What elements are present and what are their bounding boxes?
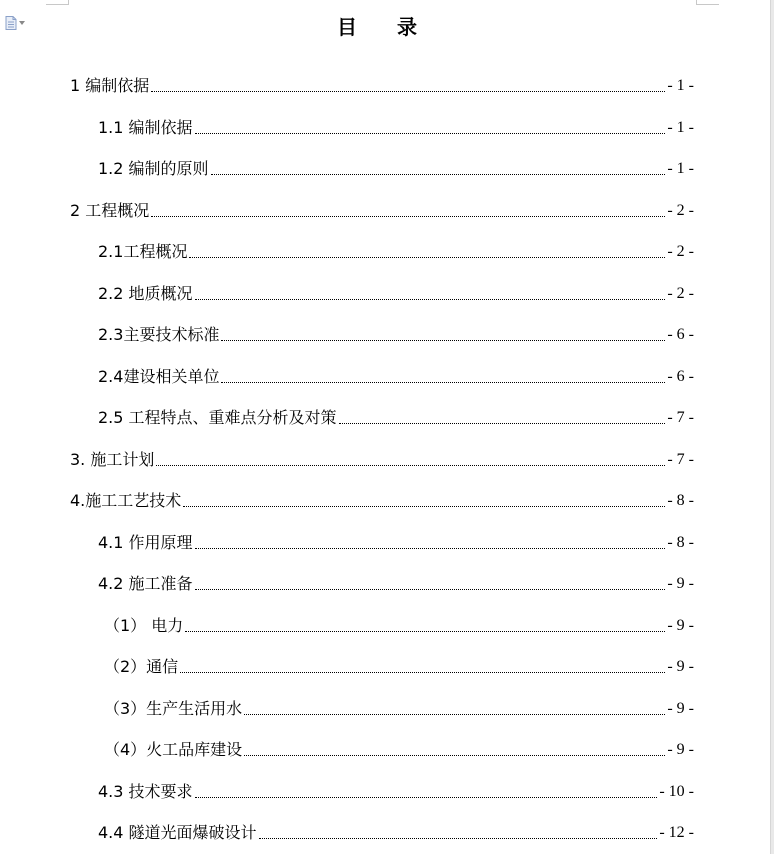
toc-entry-label: 4.3 技术要求 xyxy=(98,782,193,801)
toc-page-number: - 9 - xyxy=(667,617,694,634)
toc-page-number: - 8 - xyxy=(667,534,694,551)
dot-leader xyxy=(195,797,658,798)
toc-page-number: - 7 - xyxy=(667,409,694,426)
toc-page-number: - 2 - xyxy=(667,285,694,302)
toc-entry-label: 2.5 工程特点、重难点分析及对策 xyxy=(98,408,337,427)
dot-leader xyxy=(259,838,658,839)
dot-leader xyxy=(185,631,665,632)
toc-page-number: - 2 - xyxy=(667,243,694,260)
toc-page-number: - 8 - xyxy=(667,492,694,509)
toc-entry-label: 1.1 编制依据 xyxy=(98,118,193,137)
toc-entry-label: 1.2 编制的原则 xyxy=(98,159,209,178)
dot-leader xyxy=(180,672,665,673)
dot-leader xyxy=(151,216,665,217)
toc-page-number: - 9 - xyxy=(667,658,694,675)
toc-page-number: - 1 - xyxy=(667,77,694,94)
dot-leader xyxy=(221,382,665,383)
dot-leader xyxy=(244,714,665,715)
toc-entry-label: （2）通信 xyxy=(104,657,179,676)
toc-entry-label: 4.2 施工准备 xyxy=(98,574,193,593)
toc-entry-label: （1） 电力 xyxy=(104,616,184,635)
toc-entry-label: 2.2 地质概况 xyxy=(98,284,193,303)
toc-page-number: - 1 - xyxy=(667,160,694,177)
dot-leader xyxy=(189,257,665,258)
toc-entry-label: 2 工程概况 xyxy=(70,201,150,220)
toc-entry[interactable] xyxy=(0,653,694,677)
dot-leader xyxy=(339,423,666,424)
toc-entry-label: 2.1工程概况 xyxy=(98,242,188,261)
toc-page-number: - 7 - xyxy=(667,451,694,468)
dot-leader xyxy=(156,465,665,466)
toc-entry[interactable] xyxy=(0,819,694,843)
toc-entry[interactable] xyxy=(0,736,694,760)
toc-entry-label: 2.4建设相关单位 xyxy=(98,367,220,386)
toc-page-number: - 9 - xyxy=(667,700,694,717)
toc-title: 目录 xyxy=(337,15,457,39)
toc-entry[interactable] xyxy=(0,155,694,179)
toc-entry[interactable] xyxy=(0,363,694,387)
toc-entry[interactable] xyxy=(0,280,694,304)
toc-entry[interactable] xyxy=(0,404,694,428)
toc-entry[interactable] xyxy=(0,446,694,470)
dot-leader xyxy=(244,755,665,756)
window-edge xyxy=(770,0,774,854)
toc-entry[interactable] xyxy=(0,487,694,511)
toc-entry-label: 4.1 作用原理 xyxy=(98,533,193,552)
dot-leader xyxy=(195,589,666,590)
toc-entry-label: （3）生产生活用水 xyxy=(104,699,243,718)
toc-page-number: - 9 - xyxy=(667,741,694,758)
toc-page-number: - 9 - xyxy=(667,575,694,592)
dot-leader xyxy=(195,548,666,549)
toc-page-number: - 10 - xyxy=(659,783,694,800)
toc-page-number: - 12 - xyxy=(659,824,694,841)
toc-page-number: - 1 - xyxy=(667,119,694,136)
toc-entry[interactable] xyxy=(0,695,694,719)
toc-entry[interactable] xyxy=(0,778,694,802)
toc-entry[interactable] xyxy=(0,529,694,553)
margin-corner-mark xyxy=(696,0,719,5)
toc-entry[interactable] xyxy=(0,114,694,138)
dot-leader xyxy=(221,340,665,341)
margin-corner-mark xyxy=(46,0,69,5)
toc-page-number: - 6 - xyxy=(667,368,694,385)
toc-entry-label: 3. 施工计划 xyxy=(70,450,155,469)
toc-page-number: - 6 - xyxy=(667,326,694,343)
toc-entry-label: 1 编制依据 xyxy=(70,76,150,95)
dot-leader xyxy=(151,91,665,92)
dot-leader xyxy=(195,299,666,300)
toc-entry[interactable] xyxy=(0,72,694,96)
toc-entry-label: 4.4 隧道光面爆破设计 xyxy=(98,823,257,842)
toc-entry[interactable] xyxy=(0,321,694,345)
dot-leader xyxy=(195,133,666,134)
toc-entry-label: 2.3主要技术标准 xyxy=(98,325,220,344)
toc-entry[interactable] xyxy=(0,570,694,594)
dot-leader xyxy=(183,506,665,507)
toc-entry[interactable] xyxy=(0,197,694,221)
toc-entry[interactable] xyxy=(0,612,694,636)
toc-entry-label: 4.施工工艺技术 xyxy=(70,491,182,510)
dot-leader xyxy=(211,174,666,175)
toc-entry[interactable] xyxy=(0,238,694,262)
toc-entry-label: （4）火工品库建设 xyxy=(104,740,243,759)
toc-page-number: - 2 - xyxy=(667,202,694,219)
